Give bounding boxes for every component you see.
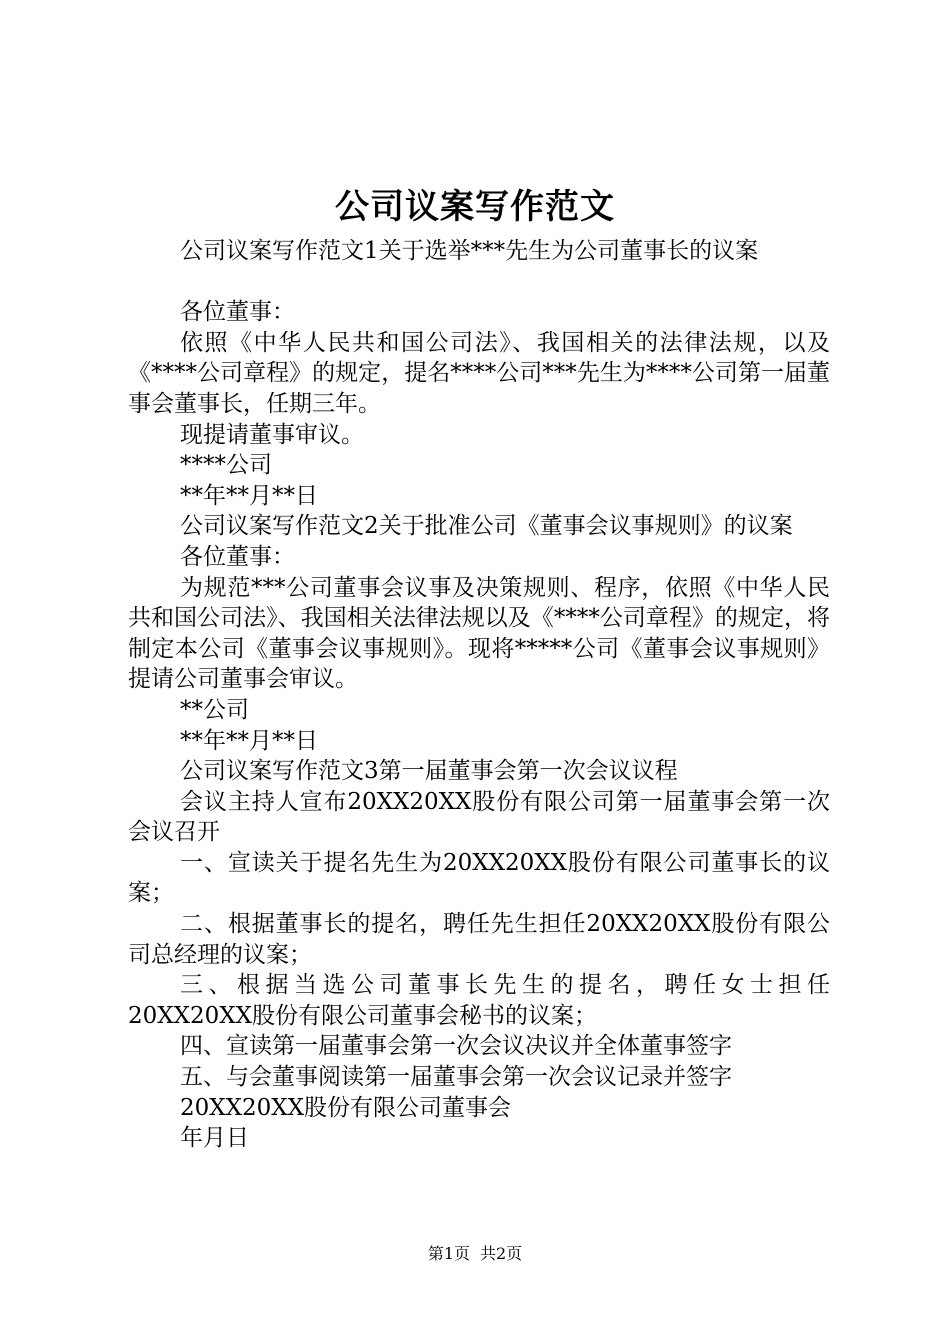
agenda-item: 四、宣读第一届董事会第一次会议决议并全体董事签字 — [180, 1033, 732, 1060]
page-total: 共2页 — [480, 1244, 523, 1263]
agenda-item: 二、根据董事长的提名，聘任先生担任20XX20XX股份有限公司总经理的议案； — [128, 911, 830, 968]
body-paragraph: 会议主持人宣布20XX20XX股份有限公司第一届董事会第一次会议召开 — [128, 788, 830, 846]
signature-company: ****公司 — [180, 452, 272, 479]
page-number: 第1页 — [427, 1244, 470, 1263]
page-footer — [0, 1242, 950, 1266]
document-body — [128, 236, 830, 1154]
agenda-item: 一、宣读关于提名先生为20XX20XX股份有限公司董事长的议案； — [128, 849, 830, 907]
agenda-item: 三、根据当选公司董事长先生的提名，聘任女士担任20XX20XX股份有限公司董事会秘书的议案； — [128, 972, 830, 1029]
section-heading: 公司议案写作范文2关于批准公司《董事会议事规则》的议案 — [180, 513, 793, 540]
section-heading: 公司议案写作范文3第一届董事会第一次会议议程 — [180, 758, 678, 785]
body-paragraph: 为规范***公司董事会议事及决策规则、程序，依照《中华人民共和国公司法》、我国相关法律法规以及《****公司章程》的规定，将制定本公司《董事会议事规则》。现将*****公司《董事会议事规则》提请公司董事会审议。 — [128, 574, 830, 693]
signature-date: **年**月**日 — [180, 482, 318, 509]
salutation: 各位董事： — [180, 543, 295, 570]
body-paragraph: 现提请董事审议。 — [180, 421, 364, 448]
signature-company: **公司 — [180, 696, 249, 723]
document-title: 公司议案写作范文 — [335, 187, 615, 227]
section-heading: 公司议案写作范文1关于选举***先生为公司董事长的议案 — [180, 238, 759, 264]
signature-date: 年月日 — [180, 1125, 249, 1152]
body-paragraph: 依照《中华人民共和国公司法》、我国相关的法律法规，以及《****公司章程》的规定，提名****公司***先生为****公司第一届董事会董事长，任期三年。 — [128, 329, 830, 417]
signature-company: 20XX20XX股份有限公司董事会 — [180, 1094, 512, 1121]
agenda-item: 五、与会董事阅读第一届董事会第一次会议记录并签字 — [180, 1064, 732, 1091]
salutation: 各位董事： — [180, 299, 295, 326]
signature-date: **年**月**日 — [180, 727, 318, 754]
